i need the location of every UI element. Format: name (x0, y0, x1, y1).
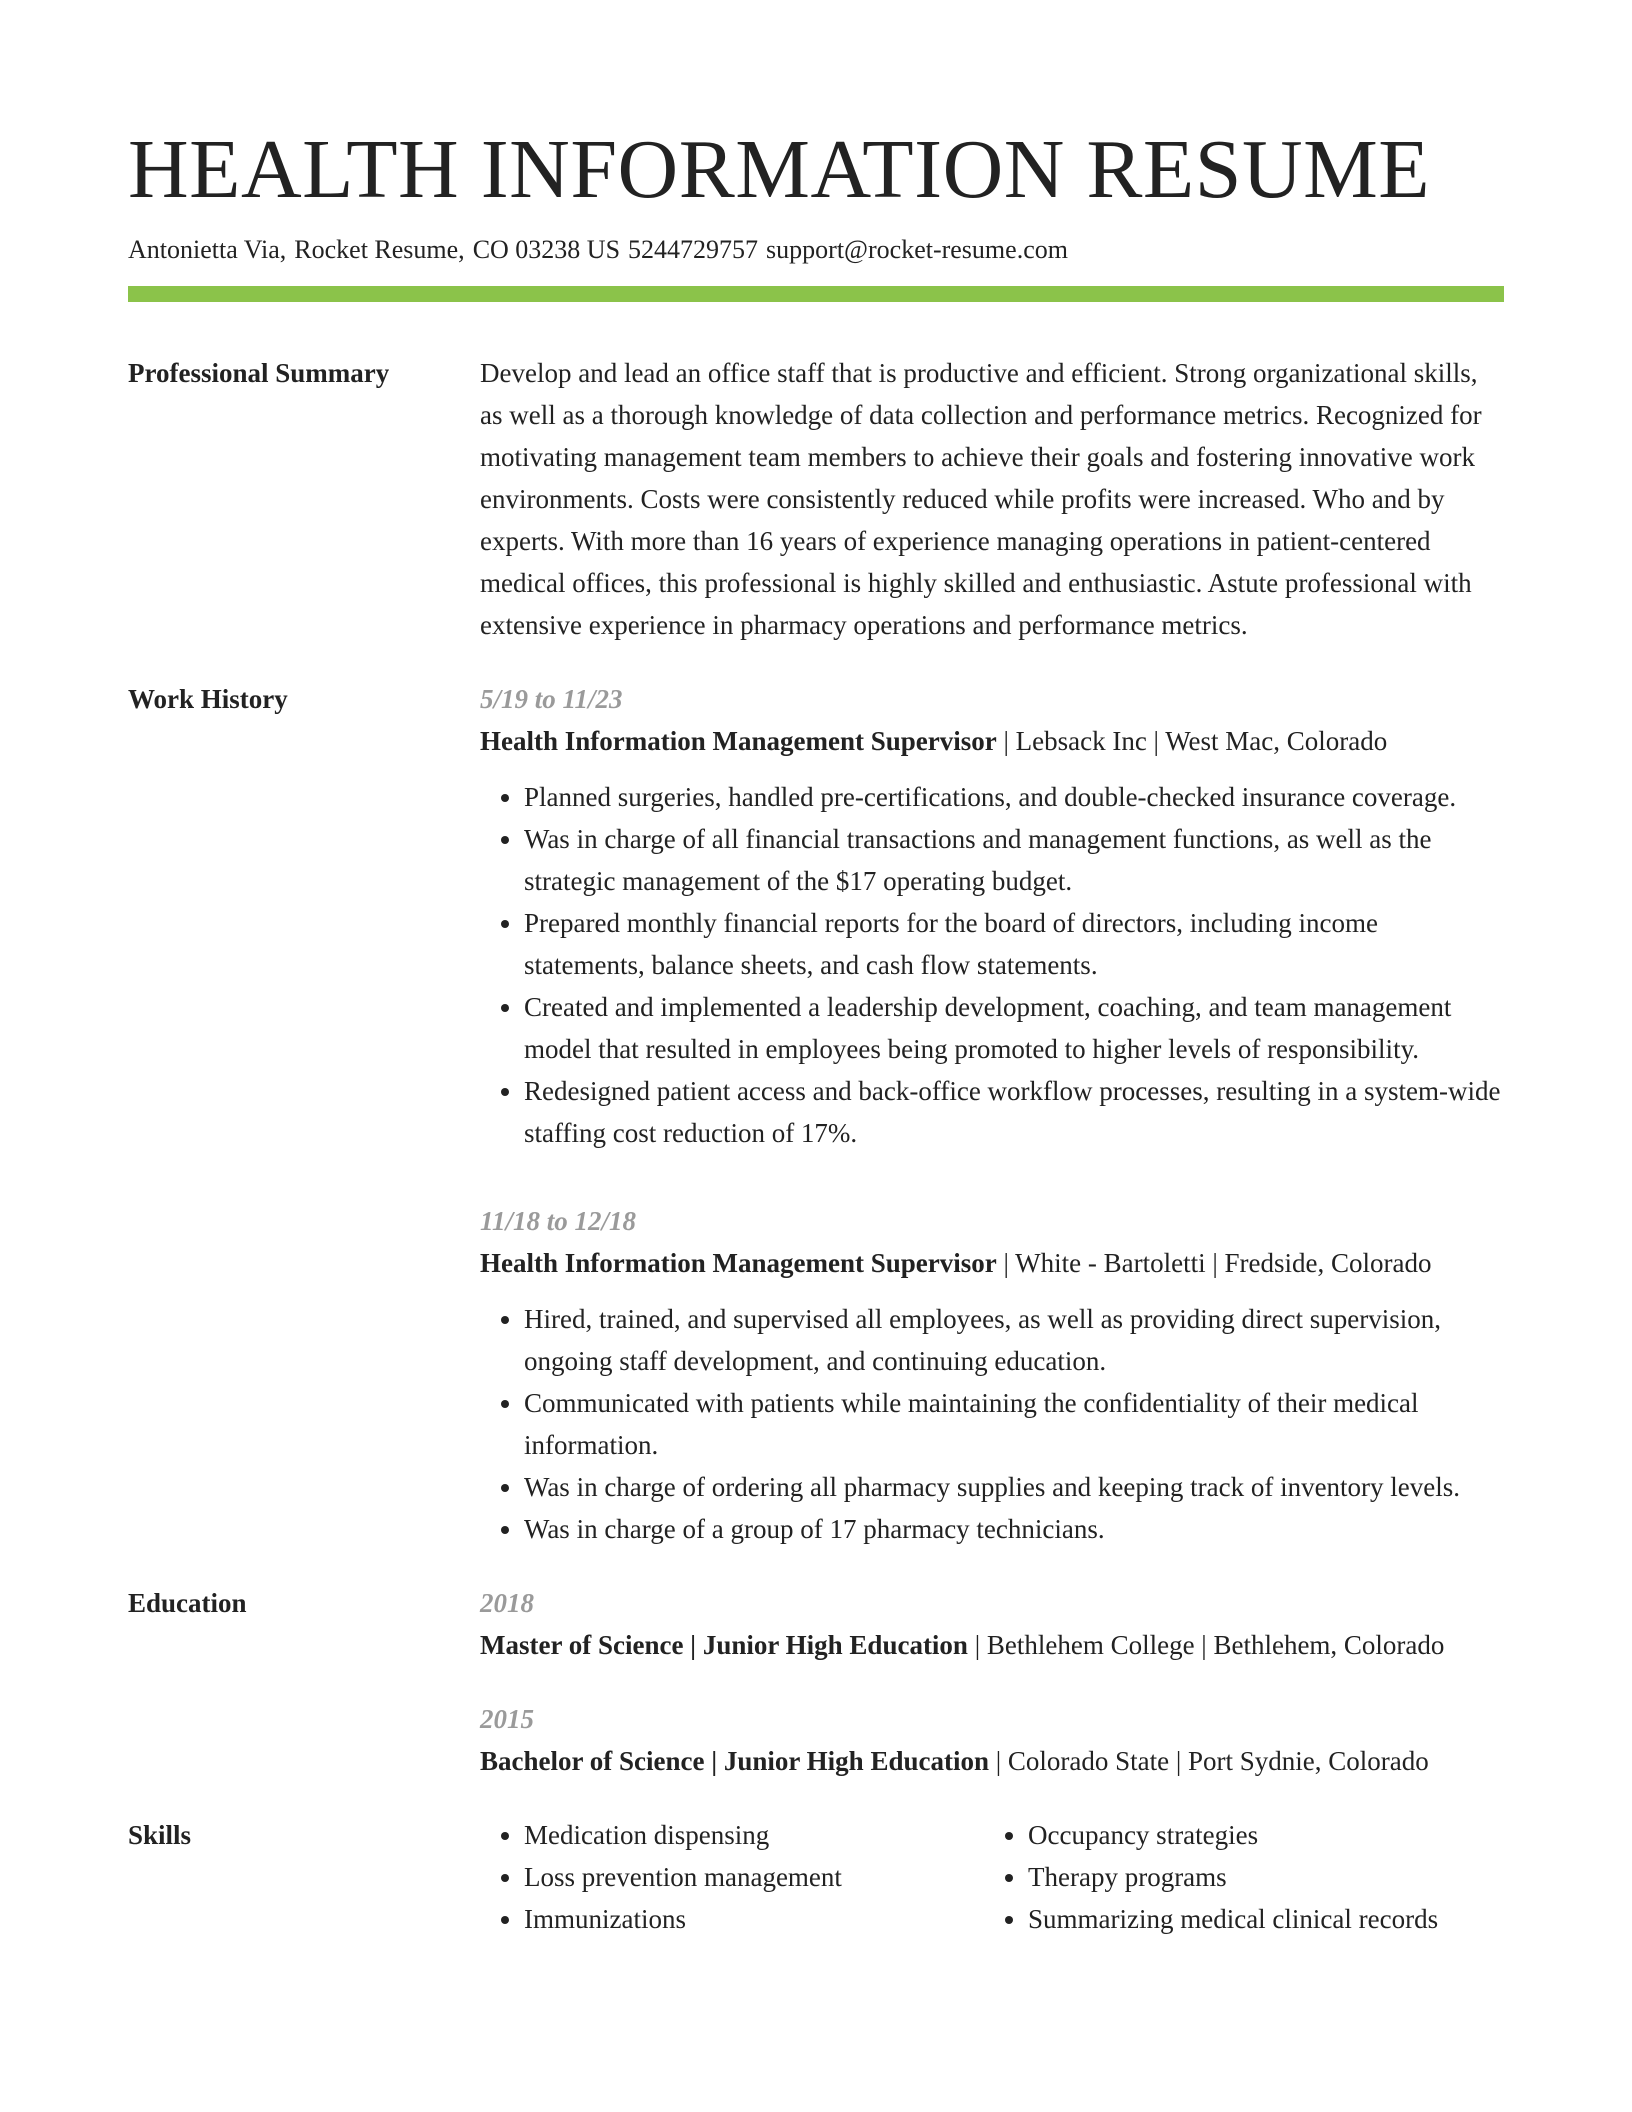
bullet-item: • Was in charge of all financial transactions and management functions, as well as the strategic management of the $17 operating budget. (524, 818, 1504, 902)
work-history-body (480, 678, 1504, 1550)
bullet-item: • Created and implemented a leadership development, coaching, and team management model that resulted in employees being promoted to higher levels of responsibility. (524, 986, 1504, 1070)
education-entry (480, 1582, 1504, 1666)
work-bullets (480, 1298, 1504, 1550)
section-label-work: Work History (128, 684, 288, 714)
education-section (128, 1582, 1504, 1782)
section-label-education: Education (128, 1588, 247, 1618)
education-degree-line (480, 1624, 1504, 1666)
work-entry (480, 678, 1504, 1154)
summary-body (480, 352, 1504, 646)
education-year: 2015 (480, 1704, 534, 1734)
resume-title: HEALTH INFORMATION RESUME (128, 123, 1431, 216)
header-divider (128, 286, 1504, 302)
resume-page (128, 120, 1504, 1940)
degree-name: Master of Science | Junior High Education (480, 1630, 968, 1660)
education-degree-line (480, 1740, 1504, 1782)
work-dates: 5/19 to 11/23 (480, 684, 623, 714)
school-details: | Bethlehem College | Bethlehem, Colorado (967, 1630, 1445, 1660)
school-details: | Colorado State | Port Sydnie, Colorado (988, 1746, 1429, 1776)
education-body (480, 1582, 1504, 1782)
bullet-item: • Was in charge of a group of 17 pharmacy technicians. (524, 1508, 1504, 1550)
skills-section (128, 1814, 1504, 1940)
work-history-section (128, 678, 1504, 1550)
summary-section (128, 352, 1504, 646)
education-entry (480, 1698, 1504, 1782)
work-dates: 11/18 to 12/18 (480, 1206, 637, 1236)
skills-columns (480, 1814, 1504, 1940)
bullet-item: • Hired, trained, and supervised all employees, as well as providing direct supervision, ongoing staff development, and continuing education. (524, 1298, 1504, 1382)
education-year: 2018 (480, 1588, 534, 1618)
contact-email: support@rocket-resume.com (766, 235, 1068, 264)
summary-text: Develop and lead an office staff that is productive and efficient. Strong organizational skills, as well as a thorough knowledge of data collection and performance metrics. Recognized for motivating management team members to achieve their goals and fostering innovative work environments. Costs were consistently reduced while profits were increased. Who and by experts. With more than 16 years of experience managing operations in patient-centered medical offices, this professional is highly skilled and enthusiastic. Astute professional with extensive experience in pharmacy operations and performance metrics. (480, 358, 1482, 640)
contact-company: Rocket Resume, (294, 235, 465, 264)
skills-body (480, 1814, 1504, 1940)
skill-item: • Summarizing medical clinical records (1028, 1898, 1498, 1940)
degree-name: Bachelor of Science | Junior High Education (480, 1746, 989, 1776)
skill-item: • Therapy programs (1028, 1856, 1498, 1898)
skill-item: • Immunizations (524, 1898, 984, 1940)
work-bullets (480, 776, 1504, 1154)
work-role (480, 1242, 1504, 1284)
bullet-item: • Communicated with patients while maintaining the confidentiality of their medical information. (524, 1382, 1504, 1466)
contact-phone: 5244729757 (628, 235, 759, 264)
employer-details: | White - Bartoletti | Fredside, Colorado (996, 1248, 1432, 1278)
employer-details: | Lebsack Inc | West Mac, Colorado (996, 726, 1388, 756)
skills-list-left (480, 1814, 984, 1940)
bullet-item: • Prepared monthly financial reports for the board of directors, including income statements, balance sheets, and cash flow statements. (524, 902, 1504, 986)
bullet-item: • Planned surgeries, handled pre-certifications, and double-checked insurance coverage. (524, 776, 1504, 818)
skill-item: • Medication dispensing (524, 1814, 984, 1856)
section-label-skills: Skills (128, 1820, 192, 1850)
bullet-item: • Was in charge of ordering all pharmacy supplies and keeping track of inventory levels. (524, 1466, 1504, 1508)
job-title: Health Information Management Supervisor (480, 726, 997, 756)
work-entry (480, 1200, 1504, 1550)
contact-location: CO 03238 US (472, 235, 621, 264)
skills-list-right (984, 1814, 1498, 1940)
skill-item: • Loss prevention management (524, 1856, 984, 1898)
job-title: Health Information Management Supervisor (480, 1248, 997, 1278)
contact-line (128, 232, 1504, 268)
bullet-item: • Redesigned patient access and back-office workflow processes, resulting in a system-wide staffing cost reduction of 17%. (524, 1070, 1504, 1154)
work-role (480, 720, 1504, 762)
skill-item: • Occupancy strategies (1028, 1814, 1498, 1856)
section-label-summary: Professional Summary (128, 358, 390, 388)
contact-name: Antonietta Via, (128, 235, 287, 264)
